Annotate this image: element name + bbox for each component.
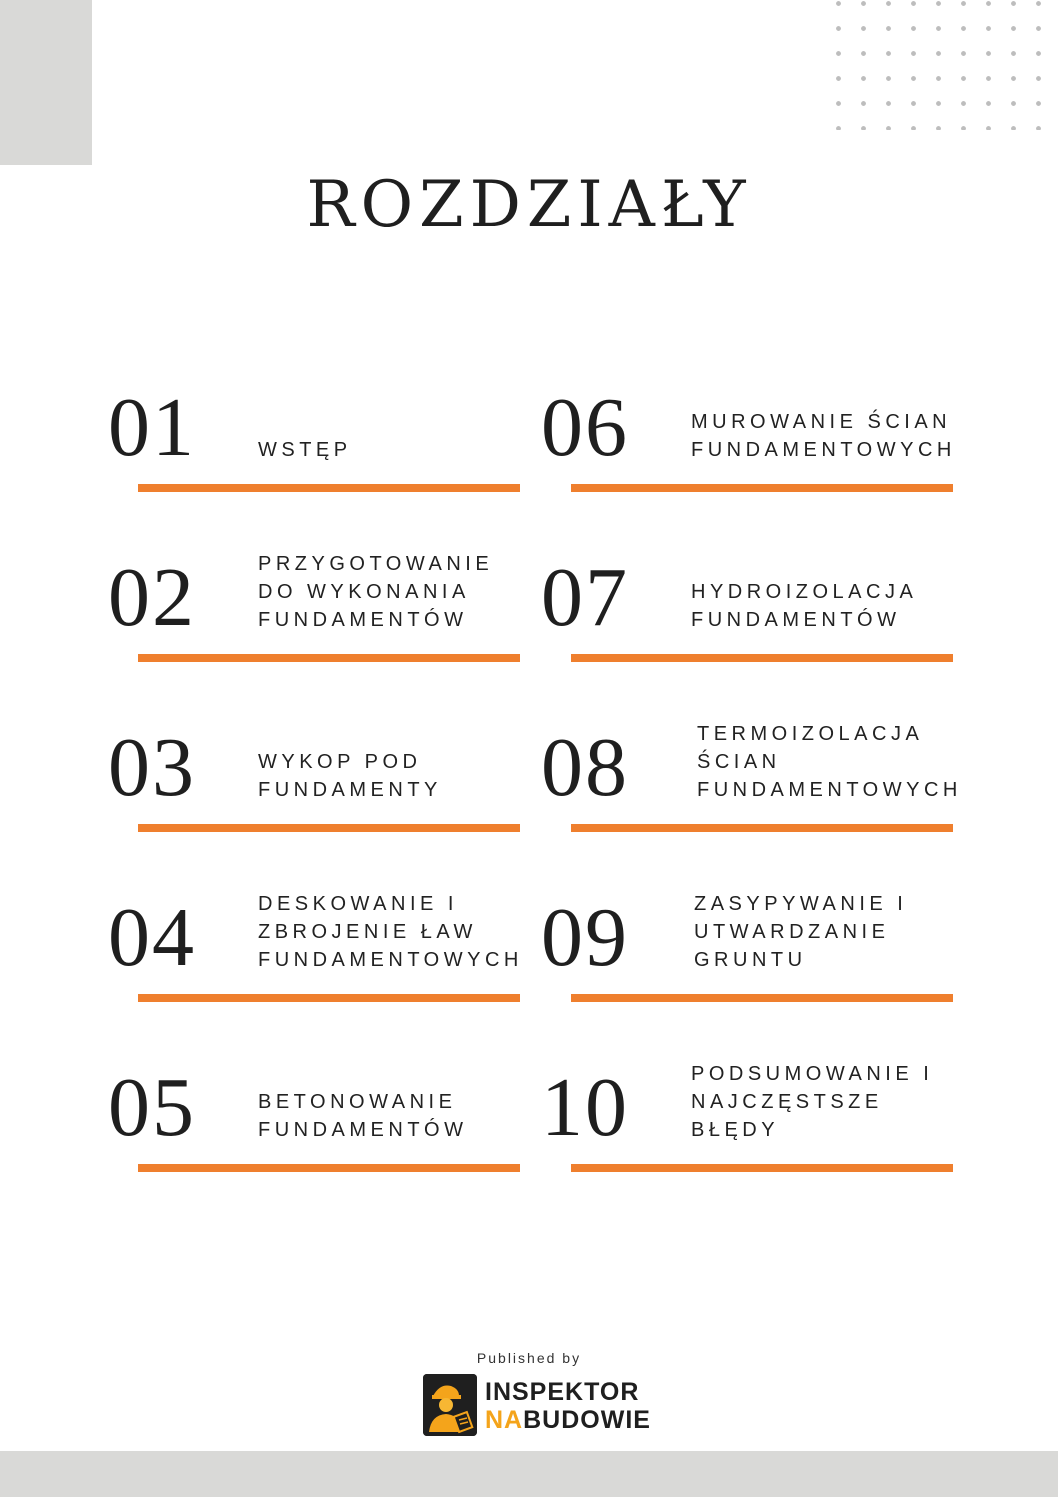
chapter-04[interactable] (108, 872, 558, 1002)
chapter-label: HYDROIZOLACJA FUNDAMENTÓW (691, 581, 918, 631)
chapter-01[interactable] (108, 362, 558, 492)
chapter-06[interactable] (541, 362, 991, 492)
chapter-number: 02 (108, 551, 196, 644)
chapter-underline (571, 1164, 953, 1172)
chapter-underline (571, 484, 953, 492)
corner-decoration (0, 0, 92, 165)
logo-text-bottom (485, 1406, 651, 1435)
chapter-underline (138, 654, 520, 662)
chapter-underline (138, 484, 520, 492)
chapter-number: 07 (541, 551, 629, 644)
chapter-09[interactable] (541, 872, 991, 1002)
chapter-number: 06 (541, 381, 629, 474)
chapter-number: 05 (108, 1061, 196, 1154)
logo-accent-text: NA (485, 1406, 524, 1434)
chapter-number: 04 (108, 891, 196, 984)
dot-pattern (826, 0, 1058, 130)
chapter-number: 10 (541, 1061, 629, 1154)
chapter-number: 09 (541, 891, 629, 984)
chapter-underline (138, 994, 520, 1002)
chapter-07[interactable] (541, 532, 991, 662)
chapter-label: MUROWANIE ŚCIAN FUNDAMENTOWYCH (691, 411, 956, 461)
chapter-02[interactable] (108, 532, 558, 662)
chapter-number: 08 (541, 721, 629, 814)
chapter-underline (138, 824, 520, 832)
chapter-label: WSTĘP (258, 439, 352, 461)
chapter-label: WYKOP POD FUNDAMENTY (258, 751, 442, 801)
chapter-label: PRZYGOTOWANIE DO WYKONANIA FUNDAMENTÓW (258, 553, 494, 631)
chapter-number: 01 (108, 381, 196, 474)
chapter-number: 03 (108, 721, 196, 814)
bottom-band (0, 1451, 1058, 1497)
logo-rest-text: BUDOWIE (523, 1406, 651, 1434)
chapter-label: BETONOWANIE FUNDAMENTÓW (258, 1091, 468, 1141)
chapter-label: PODSUMOWANIE I NAJCZĘSTSZE BŁĘDY (691, 1063, 934, 1141)
chapter-underline (571, 994, 953, 1002)
chapter-underline (571, 824, 953, 832)
chapter-05[interactable] (108, 1042, 558, 1172)
published-by-label: Published by (476, 1350, 582, 1366)
chapter-label: TERMOIZOLACJA ŚCIAN FUNDAMENTOWYCH (697, 723, 962, 801)
chapter-03[interactable] (108, 702, 558, 832)
chapter-08[interactable] (541, 702, 991, 832)
chapter-label: ZASYPYWANIE I UTWARDZANIE GRUNTU (694, 893, 908, 971)
inspector-worker-icon (423, 1374, 477, 1436)
chapter-underline (571, 654, 953, 662)
inspektor-logo[interactable] (423, 1374, 663, 1438)
chapter-underline (138, 1164, 520, 1172)
chapter-label: DESKOWANIE I ZBROJENIE ŁAW FUNDAMENTOWYCH (258, 893, 523, 971)
logo-text-top: INSPEKTOR (485, 1378, 640, 1406)
page-title: ROZDZIAŁY (306, 168, 752, 242)
chapter-10[interactable] (541, 1042, 991, 1172)
